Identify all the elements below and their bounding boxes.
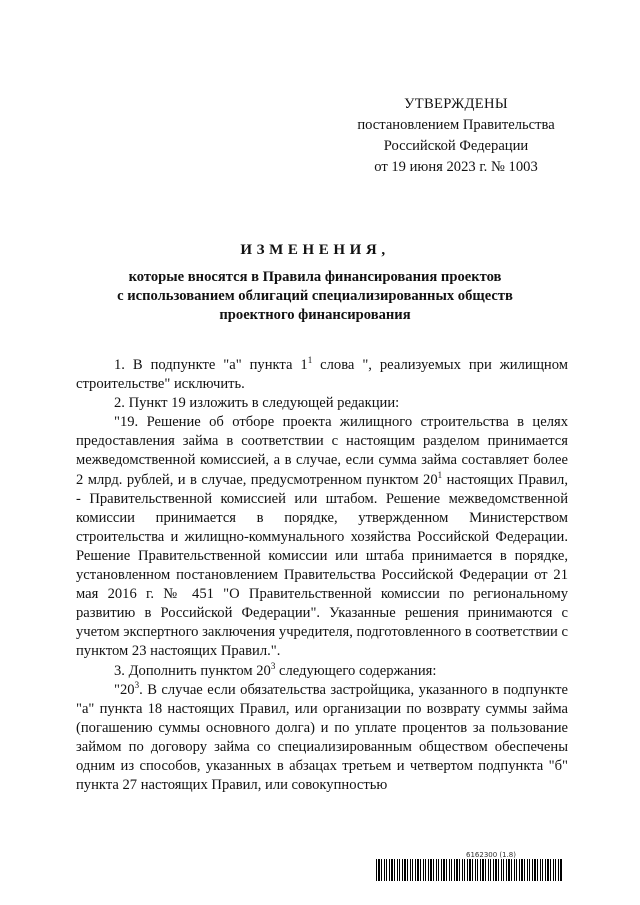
approval-block	[320, 94, 592, 178]
subtitle-line-1: которые вносятся в Правила финансирования проектов	[128, 269, 502, 285]
title-subtitle	[40, 268, 590, 325]
superscript: 1	[307, 355, 313, 365]
subtitle-line-2: с использованием облигаций специализированных обществ	[117, 288, 513, 304]
title-heading: ИЗМЕНЕНИЯ,	[240, 242, 390, 258]
paragraph-5-start: "20	[114, 681, 135, 698]
paragraph-5-end: . В случае если обязательства застройщика, указанного в подпункте "а" пункта 18 настоящих Правил, или организации по возврату суммы займа (погашению суммы основного долга) и по уплате процентов за пользование займом по договору займа со специализированным обществом обеспечены одним из способов, указанных в абзацах третьем и четвертом подпункта "б" пункта 27 настоящих Правил, или совокупностью	[76, 681, 568, 794]
paragraph-2: 2. Пункт 19 изложить в следующей редакции:	[114, 395, 400, 412]
paragraph-4-start: 3. Дополнить пунктом 20	[114, 662, 271, 679]
superscript: 1	[437, 469, 443, 480]
approval-line-date: от 19 июня 2023 г. № 1003	[374, 159, 538, 175]
approval-line-federation: Российской Федерации	[383, 138, 529, 154]
document-title	[40, 240, 590, 325]
paragraph-1-start: 1. В подпункте "а" пункта 1	[114, 357, 308, 373]
paragraph-4-end: следующего содержания:	[275, 662, 437, 679]
superscript: 3	[134, 679, 140, 690]
paragraph-1	[76, 356, 568, 394]
subtitle-line-3: проектного финансирования	[219, 307, 411, 323]
document-body	[76, 356, 568, 795]
paragraph-3-end: настоящих Правил, - Правительственной комиссией или штабом. Решение межведомственной комиссии принимается в порядке, утвержденном Министерством строительства и жилищно-коммунального хозяйства Российской Федерации. Решение Правительственной комиссии или штаба принимается в порядке, установленном постановлением Правительства Российской Федерации от 21 мая 2016 г. № 451 "О Правительственной комиссии по региональному развитию в Российской Федерации". Указанные решения принимаются с учетом экспертного заключения учредителя, подготовленного в соответствии с пунктом 23 настоящих Правил.".	[76, 471, 568, 660]
paragraph-1-end: слова ", реализуемых при жилищном строительстве" исключить.	[76, 357, 568, 393]
barcode-image	[376, 859, 562, 881]
paragraph-4	[76, 662, 568, 681]
document-code: 6162300 (1.8)	[466, 851, 516, 859]
superscript: 3	[270, 660, 276, 671]
approval-line-decree: постановлением Правительства	[357, 117, 555, 133]
paragraph-3	[76, 413, 568, 661]
approval-heading: УТВЕРЖДЕНЫ	[404, 96, 508, 112]
paragraph-5	[76, 681, 568, 796]
paragraph-3-start: "19. Решение об отборе проекта жилищного строительства в целях предоставления займа в соответствии с настоящим разделом принимается межведомственной комиссией, а в случае, если сумма займа составляет более 2 млрд. рублей, и в случае, предусмотренном пунктом 20	[76, 414, 568, 488]
